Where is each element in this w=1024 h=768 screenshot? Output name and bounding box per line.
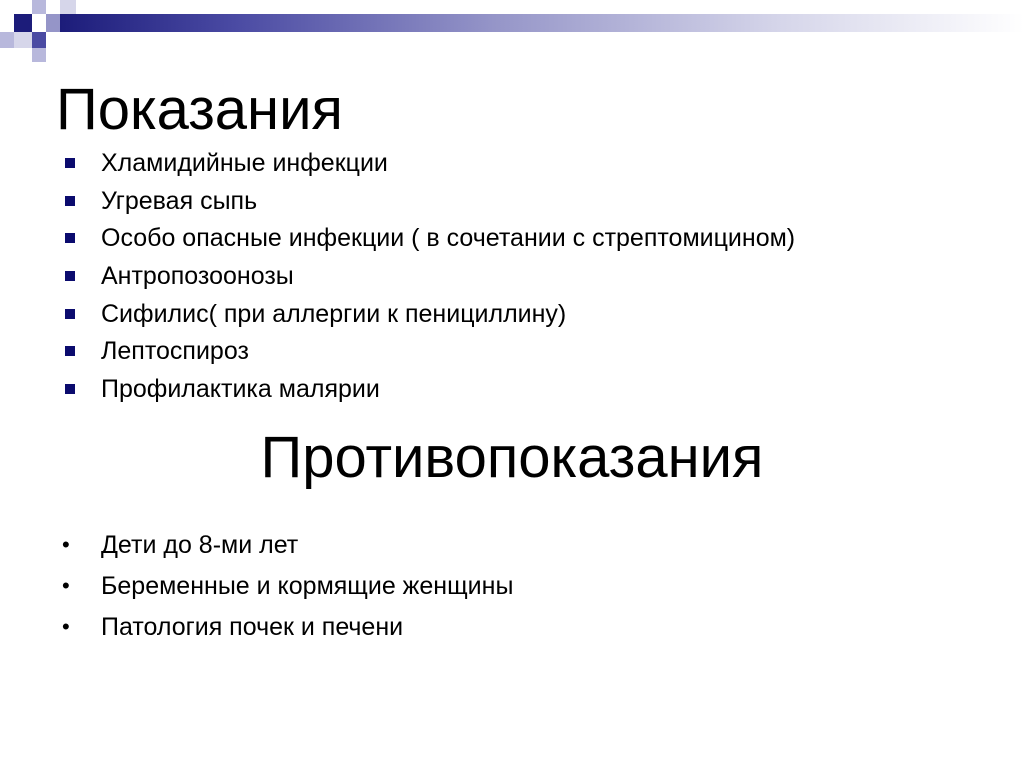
square-bullet-icon (65, 158, 75, 168)
deco-square (0, 32, 14, 48)
deco-square (46, 14, 60, 32)
square-bullet-icon (65, 346, 75, 356)
deco-square (32, 48, 46, 62)
indication-text: Хламидийные инфекции (101, 149, 388, 177)
square-bullet-icon (65, 309, 75, 319)
square-bullet-icon (65, 384, 75, 394)
square-bullet-icon (65, 271, 75, 281)
indication-text: Особо опасные инфекции ( в сочетании с стрептомицином) (101, 224, 796, 253)
deco-square (60, 0, 76, 14)
deco-square (14, 14, 32, 32)
square-bullet-icon (65, 233, 75, 243)
deco-square (32, 0, 46, 14)
round-bullet-icon: • (62, 614, 70, 639)
contraindication-text: Беременные и кормящие женщины (101, 572, 514, 600)
slide-title: Показания (56, 77, 343, 142)
indication-text: Лептоспироз (101, 337, 249, 366)
indication-text: Профилактика малярии (101, 375, 380, 404)
decorative-gradient-bar (60, 14, 1024, 32)
contraindication-text: Патология почек и печени (101, 613, 404, 641)
indication-text: Антропозоонозы (101, 262, 294, 291)
contraindication-text: Дети до 8-ми лет (101, 531, 299, 559)
indication-text: Угревая сыпь (101, 186, 258, 215)
round-bullet-icon: • (62, 532, 70, 557)
contraindications-heading: Противопоказания (260, 425, 764, 490)
round-bullet-icon: • (62, 573, 70, 598)
indication-text: Сифилис( при аллергии к пенициллину) (101, 299, 567, 328)
square-bullet-icon (65, 196, 75, 206)
deco-square (32, 32, 46, 48)
decorative-squares (0, 0, 80, 64)
deco-square (14, 32, 32, 48)
